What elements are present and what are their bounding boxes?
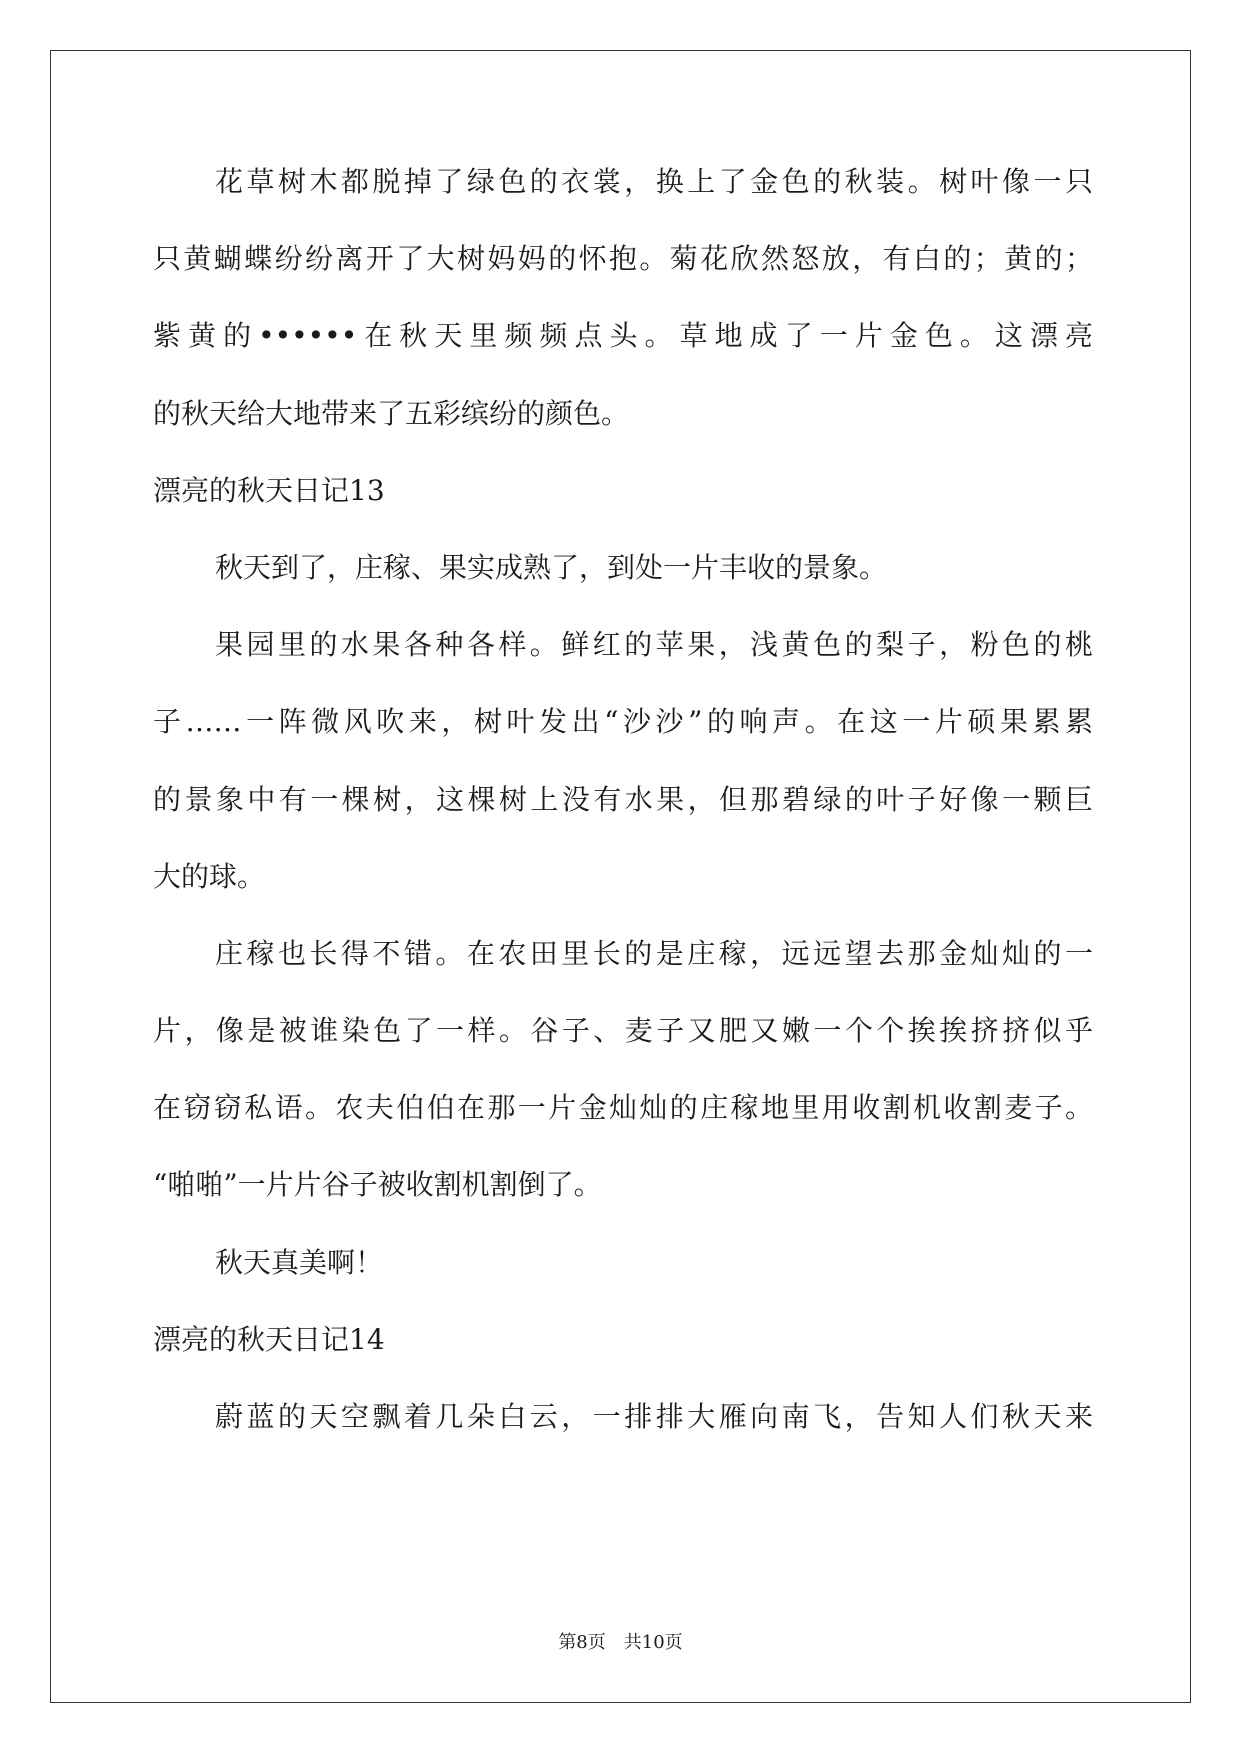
paragraph-line: 的秋天给大地带来了五彩缤纷的颜色。 xyxy=(153,396,630,430)
document-body xyxy=(153,160,1093,1472)
paragraph-line: 花草树木都脱掉了绿色的衣裳，换上了金色的秋装。树叶像一只 xyxy=(215,165,1093,198)
page-footer: 第8页 共10页 xyxy=(558,1632,683,1653)
paragraph-line: 大的球。 xyxy=(153,859,266,893)
paragraph-line: 蔚蓝的天空飘着几朵白云，一排排大雁向南飞，告知人们秋天来 xyxy=(215,1400,1093,1433)
section-heading: 漂亮的秋天日记13 xyxy=(153,473,385,507)
section-heading: 漂亮的秋天日记14 xyxy=(153,1322,385,1356)
paragraph-line: 庄稼也长得不错。在农田里长的是庄稼，远远望去那金灿灿的一 xyxy=(215,936,1093,970)
paragraph-line: 果园里的水果各种各样。鲜红的苹果，浅黄色的梨子，粉色的桃 xyxy=(215,628,1093,662)
paragraph-line: 只黄蝴蝶纷纷离开了大树妈妈的怀抱。菊花欣然怒放，有白的；黄的； xyxy=(153,242,1093,276)
paragraph-line: 秋天到了，庄稼、果实成熟了，到处一片丰收的景象。 xyxy=(215,550,888,584)
paragraph-line: 子……一阵微风吹来，树叶发出“沙沙”的响声。在这一片硕果累累 xyxy=(153,705,1093,739)
paragraph-line: “啪啪”一片片谷子被收割机割倒了。 xyxy=(153,1168,602,1202)
paragraph-line: 紫黄的••••••在秋天里频频点头。草地成了一片金色。这漂亮 xyxy=(153,319,1093,353)
paragraph-line: 秋天真美啊！ xyxy=(215,1245,384,1279)
paragraph-line: 的景象中有一棵树，这棵树上没有水果，但那碧绿的叶子好像一颗巨 xyxy=(153,782,1093,816)
paragraph-line: 在窃窃私语。农夫伯伯在那一片金灿灿的庄稼地里用收割机收割麦子。 xyxy=(153,1091,1093,1125)
paragraph-line: 片，像是被谁染色了一样。谷子、麦子又肥又嫩一个个挨挨挤挤似乎 xyxy=(153,1014,1093,1048)
